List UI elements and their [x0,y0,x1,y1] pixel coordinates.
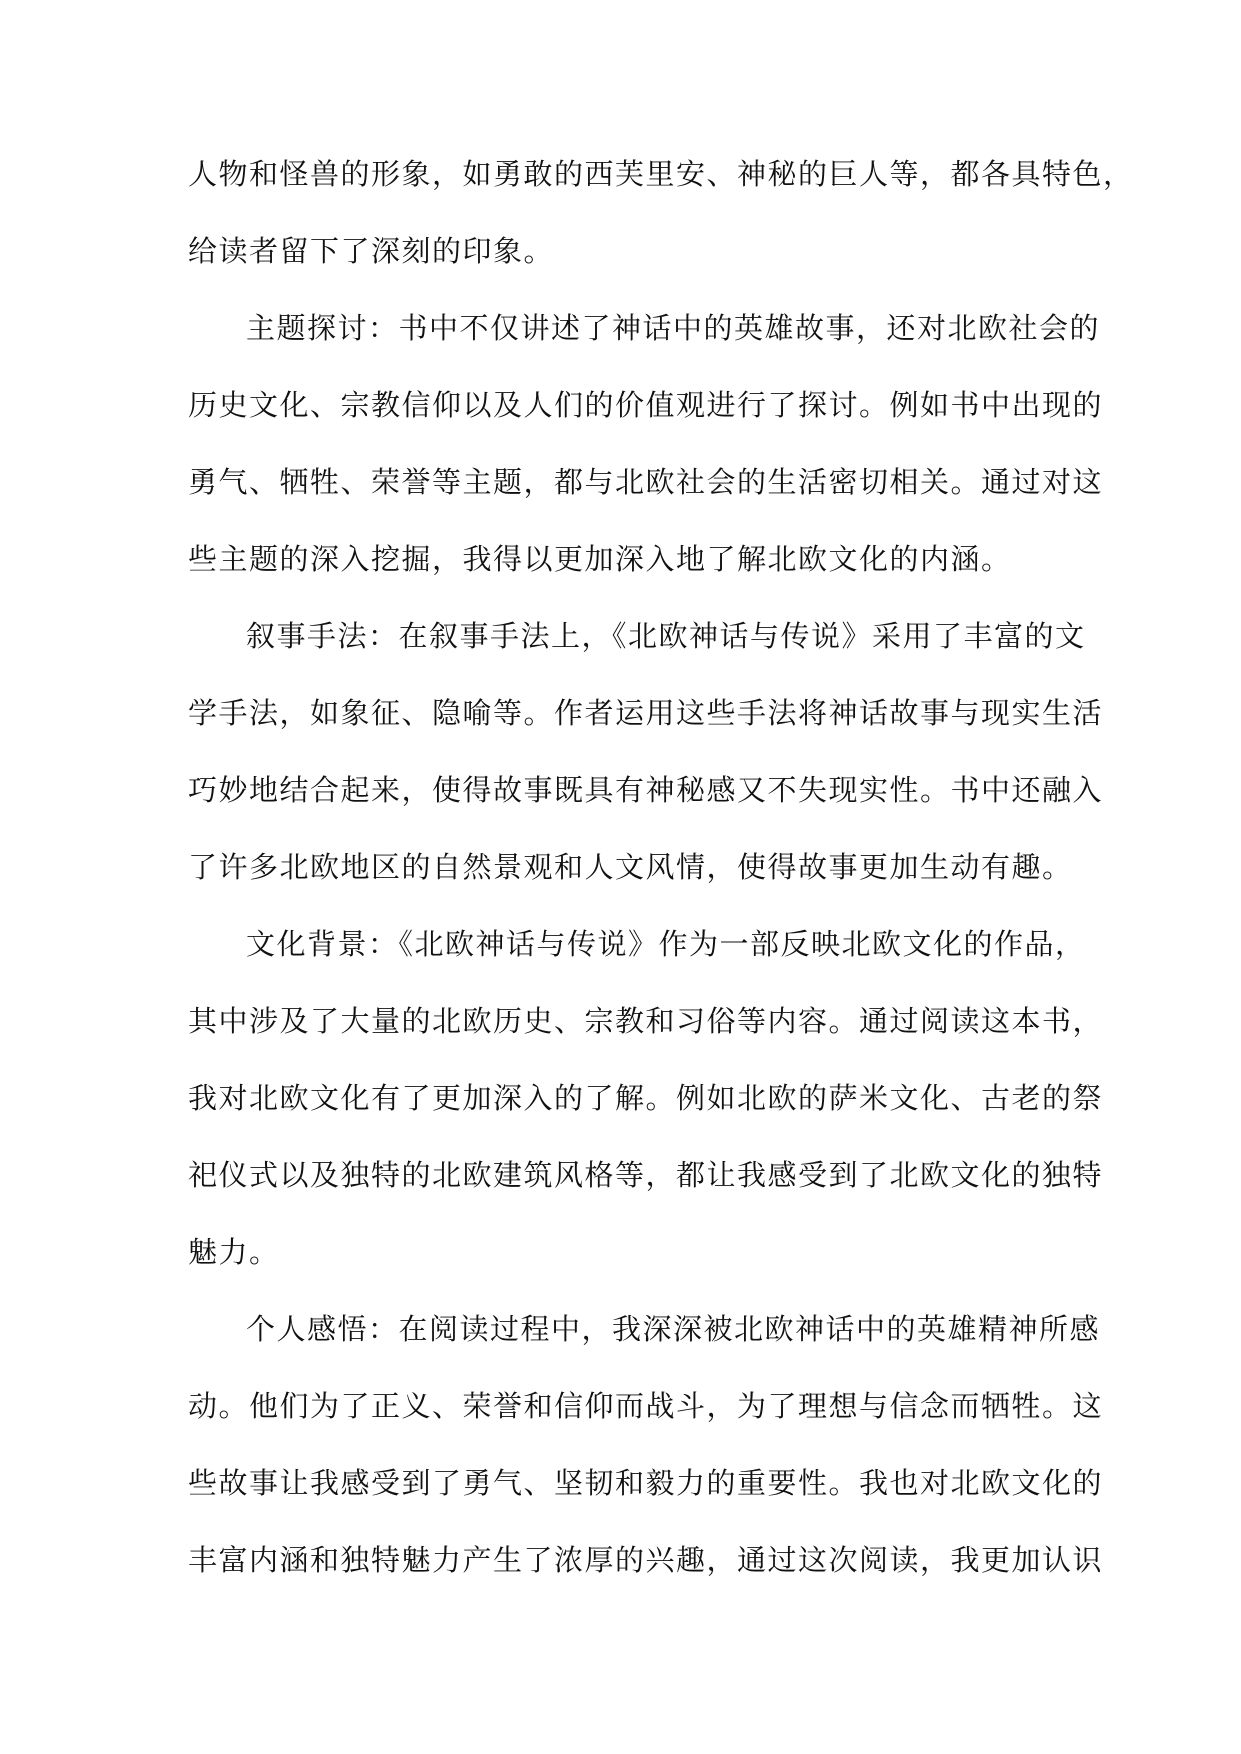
text-line: 巧妙地结合起来，使得故事既具有神秘感又不失现实性。书中还融入 [188,773,1104,807]
text-line: 了许多北欧地区的自然景观和人文风情，使得故事更加生动有趣。 [188,850,1073,884]
text-line: 主题探讨：书中不仅讲述了神话中的英雄故事，还对北欧社会的 [246,311,1101,345]
text-line: 历史文化、宗教信仰以及人们的价值观进行了探讨。例如书中出现的 [188,388,1104,422]
body-text [188,136,1134,1599]
text-line: 祀仪式以及独特的北欧建筑风格等，都让我感受到了北欧文化的独特 [188,1158,1104,1192]
text-line: 个人感悟：在阅读过程中，我深深被北欧神话中的英雄精神所感 [246,1312,1101,1346]
text-line: 勇气、牺牲、荣誉等主题，都与北欧社会的生活密切相关。通过对这 [188,465,1104,499]
text-line: 动。他们为了正义、荣誉和信仰而战斗，为了理想与信念而牺牲。这 [188,1389,1104,1423]
text-line: 些主题的深入挖掘，我得以更加深入地了解北欧文化的内涵。 [188,542,1012,576]
text-line: 给读者留下了深刻的印象。 [188,234,555,268]
text-line: 学手法，如象征、隐喻等。作者运用这些手法将神话故事与现实生活 [188,696,1104,730]
text-line: 丰富内涵和独特魅力产生了浓厚的兴趣，通过这次阅读，我更加认识 [188,1543,1104,1577]
text-line: 其中涉及了大量的北欧历史、宗教和习俗等内容。通过阅读这本书， [188,1004,1104,1038]
text-line: 人物和怪兽的形象，如勇敢的西芙里安、神秘的巨人等，都各具特色， [188,157,1134,191]
text-line: 叙事手法：在叙事手法上，《北欧神话与传说》采用了丰富的文 [246,619,1086,653]
text-line: 些故事让我感受到了勇气、坚韧和毅力的重要性。我也对北欧文化的 [188,1466,1104,1500]
text-line: 文化背景：《北欧神话与传说》作为一部反映北欧文化的作品， [246,927,1086,961]
text-line: 我对北欧文化有了更加深入的了解。例如北欧的萨米文化、古老的祭 [188,1081,1104,1115]
text-line: 魅力。 [188,1235,280,1269]
